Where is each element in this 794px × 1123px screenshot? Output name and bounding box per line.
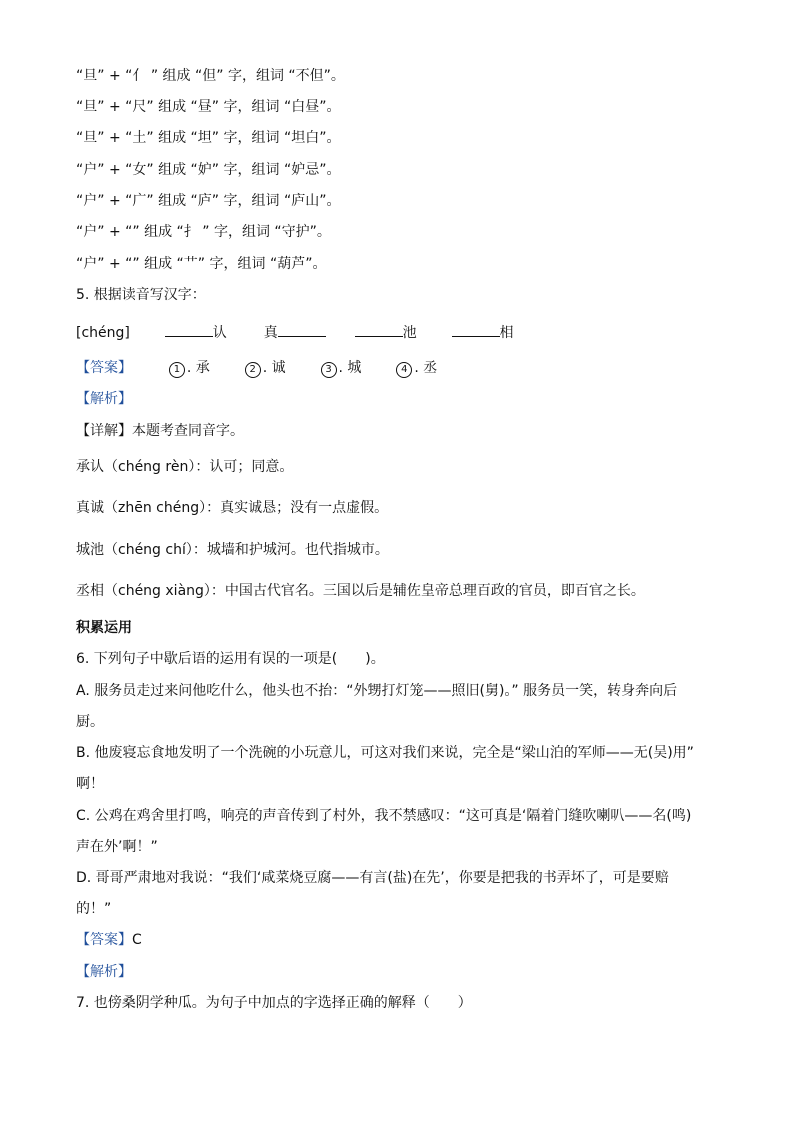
q5-answer-1: . 承 — [186, 360, 210, 376]
q7-prompt: 7. 也傍桑阴学种瓜。为句子中加点的字选择正确的解释（ ） — [76, 995, 472, 1011]
q5-pinyin: [chéng] — [76, 325, 130, 341]
q6-option-a-line2: 厨。 — [76, 714, 104, 730]
q5-answer-tag: 【答案】 — [76, 360, 132, 376]
q5-expl-1: 承认（chéng rèn）：认可；同意。 — [76, 459, 294, 475]
q5-item4-suffix: 相 — [499, 325, 514, 341]
q5-expl-2: 真诚（zhēn chéng）：真实诚恳；没有一点虚假。 — [76, 500, 389, 516]
q5-item1-suffix: 认 — [212, 325, 227, 341]
compose-line-4: “户” + “女” 组成 “妒” 字，组词 “妒忌”。 — [76, 162, 341, 178]
q5-item2-prefix: 真 — [263, 325, 278, 341]
q6-option-d-line2: 的！” — [76, 901, 112, 917]
compose-line-1: “旦” + “亻 ” 组成 “但” 字，组词 “不但”。 — [76, 68, 345, 84]
q5-prompt: 5. 根据读音写汉字： — [76, 287, 206, 303]
q5-answer-row — [76, 358, 437, 378]
compose-line-3: “旦” + “土” 组成 “坦” 字，组词 “坦白”。 — [76, 130, 341, 146]
q5-detail: 【详解】本题考查同音字。 — [76, 423, 244, 439]
q5-answer-num-4: 4 — [396, 362, 412, 378]
q5-answer-4: . 丞 — [414, 360, 438, 376]
q6-option-c-line1: C. 公鸡在鸡舍里打鸣，响亮的声音传到了村外，我不禁感叹：“这可真是‘隔着门缝吹喇叭——名(鸣) — [76, 808, 692, 824]
compose-line-2: “旦” + “尺” 组成 “昼” 字，组词 “白昼”。 — [76, 99, 341, 115]
compose-line-6: “户” + “” 组成 “扌 ” 字，组词 “守护”。 — [76, 224, 331, 240]
q6-option-d-line1: D. 哥哥严肃地对我说：“我们‘咸菜烧豆腐——有言(盐)在先’，你要是把我的书弄坏了，可是要赔 — [76, 870, 669, 886]
q5-expl-3: 城池（chéng chí）：城墙和护城河。也代指城市。 — [76, 542, 389, 558]
q6-option-c-line2: 声在外’啊！” — [76, 839, 158, 855]
q5-answer-num-3: 3 — [321, 362, 337, 378]
q5-item3-suffix: 池 — [402, 325, 417, 341]
q6-answer-tag: 【答案】 — [76, 932, 132, 948]
q6-analysis-tag: 【解析】 — [76, 964, 132, 980]
q5-blank-1[interactable] — [165, 322, 213, 337]
q6-answer: C — [132, 932, 142, 948]
q6-option-b-line1: B. 他废寝忘食地发明了一个洗碗的小玩意儿，可这对我们来说，完全是“梁山泊的军师——无(吴)用” — [76, 745, 694, 761]
q6-option-b-line2: 啊！ — [76, 776, 104, 792]
compose-line-5: “户” + “广” 组成 “庐” 字，组词 “庐山”。 — [76, 193, 341, 209]
q5-expl-4: 丞相（chéng xiàng）：中国古代官名。三国以后是辅佐皇帝总理百政的官员，即百官之长。 — [76, 583, 645, 599]
section-title: 积累运用 — [76, 620, 132, 636]
q5-answer-num-1: 1 — [169, 362, 185, 378]
q6-option-a-line1: A. 服务员走过来问他吃什么，他头也不抬：“外甥打灯笼——照旧(舅)。” 服务员一笑，转身奔向后 — [76, 683, 678, 699]
q5-blank-3[interactable] — [355, 322, 403, 337]
q5-answer-2: . 诚 — [262, 360, 286, 376]
q6-answer-row — [76, 930, 142, 950]
q6-prompt: 6. 下列句子中歇后语的运用有误的一项是( )。 — [76, 651, 385, 667]
q5-blank-2[interactable] — [278, 322, 326, 337]
q5-answer-3: . 城 — [338, 360, 362, 376]
compose-line-7: “户” + “” 组成 “艹” 字，组词 “葫芦”。 — [76, 256, 327, 272]
q5-blanks-row — [76, 322, 514, 343]
q5-analysis-tag: 【解析】 — [76, 391, 132, 407]
q5-blank-4[interactable] — [452, 322, 500, 337]
q5-answer-num-2: 2 — [245, 362, 261, 378]
